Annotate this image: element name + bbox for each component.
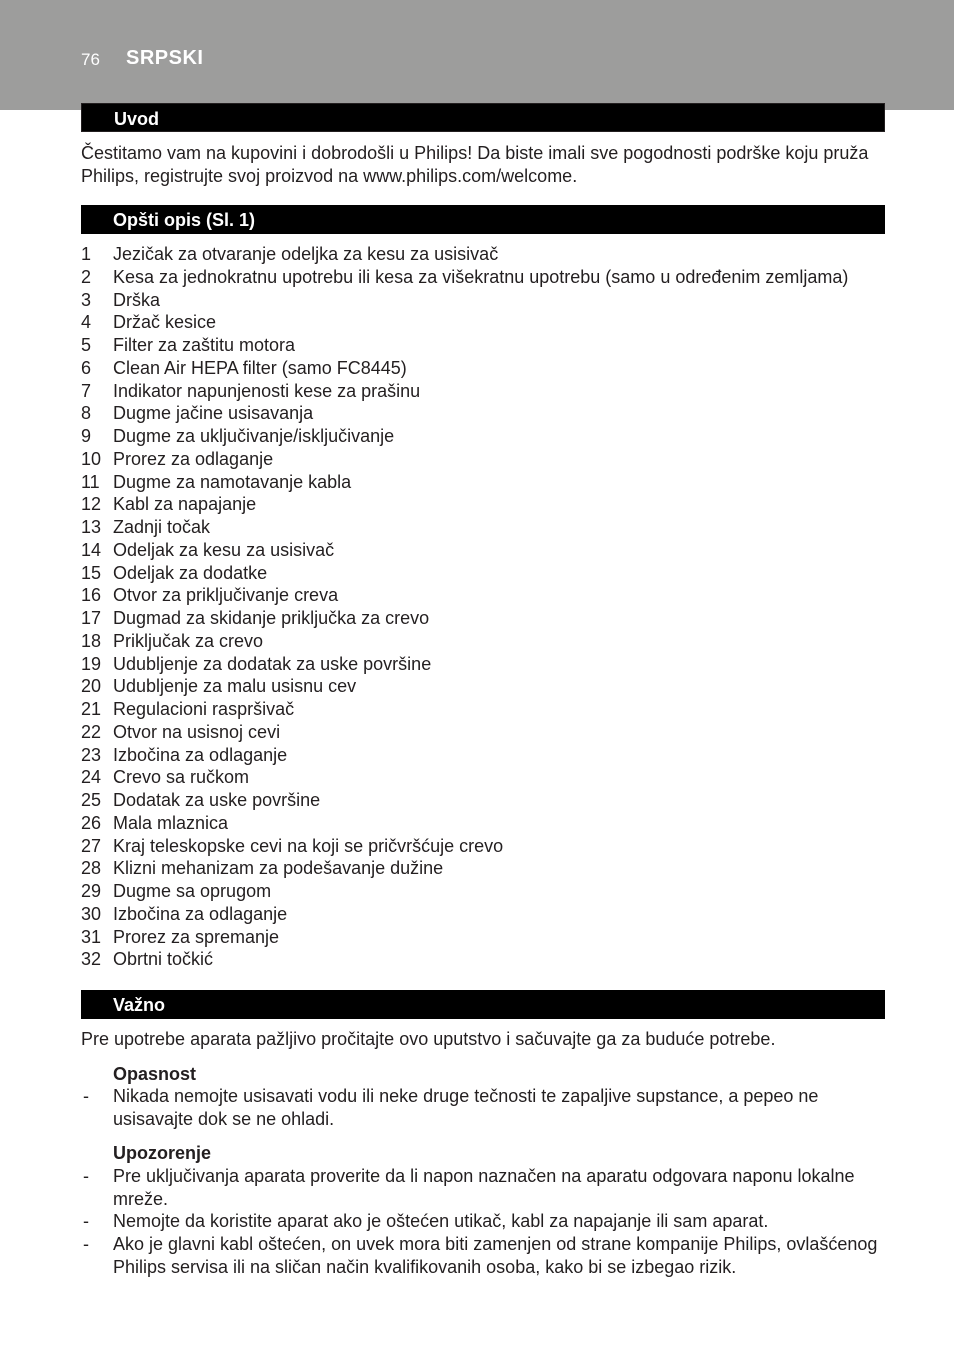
list-item-number: 8 [81, 403, 92, 424]
list-item [81, 539, 885, 562]
list-item-text: Zadnji točak [113, 517, 211, 537]
section-heading-important: Važno [81, 990, 885, 1019]
warning-bullet [81, 1165, 885, 1210]
list-item [81, 311, 885, 334]
list-item-number: 16 [81, 585, 102, 606]
danger-bullet [81, 1085, 885, 1130]
list-item [81, 721, 885, 744]
list-item [81, 698, 885, 721]
list-item-text: Clean Air HEPA filter (samo FC8445) [113, 357, 407, 378]
list-item-number: 24 [81, 767, 102, 788]
list-item-text: Dugme za uključivanje/isključivanje [113, 426, 395, 446]
list-item-text: Kraj teleskopske cevi na koji se pričvršćuje crevo [113, 835, 504, 856]
list-item [81, 493, 885, 516]
list-item-text: Regulacioni raspršivač [113, 699, 295, 719]
list-item [81, 948, 885, 971]
list-item-number: 12 [81, 494, 102, 515]
list-item-number: 4 [81, 312, 92, 333]
bullet-marker: - [83, 1234, 89, 1254]
warning-bullet [81, 1233, 885, 1278]
list-item-number: 9 [81, 426, 92, 446]
list-item-text: Otvor na usisnoj cevi [113, 721, 281, 742]
list-item-text: Klizni mehanizam za podešavanje dužine [113, 858, 444, 879]
list-item-text: Dugmad za skidanje priključka za crevo [113, 608, 430, 628]
list-item [81, 835, 885, 858]
list-item-text: Udubljenje za malu usisnu cev [113, 676, 357, 697]
list-item-text: Izbočina za odlaganje [113, 744, 288, 765]
important-intro: Pre upotrebe aparata pažljivo pročitajte ovo uputstvo i sačuvajte ga za buduće potrebe. [81, 1029, 776, 1049]
list-item-number: 15 [81, 562, 102, 583]
bullet-text: Pre uključivanja aparata proverite da li napon naznačen na aparatu odgovara naponu lokalne mreže. [113, 1166, 855, 1209]
language-heading: SRPSKI [126, 47, 204, 69]
page-number: 76 [81, 50, 100, 69]
list-item-number: 14 [81, 539, 102, 560]
list-item [81, 334, 885, 357]
list-item-number: 11 [81, 471, 100, 492]
list-item-number: 23 [81, 744, 102, 765]
list-item-number: 6 [81, 357, 92, 378]
list-item-text: Dugme za namotavanje kabla [113, 471, 352, 492]
list-item [81, 766, 885, 789]
list-item-text: Priključak za crevo [113, 630, 264, 651]
list-item-text: Udubljenje za dodatak za uske površine [113, 653, 432, 674]
list-item-number: 30 [81, 903, 102, 924]
list-item-number: 31 [81, 926, 102, 947]
list-item [81, 607, 885, 630]
list-item-text: Prorez za spremanje [113, 926, 280, 947]
list-item [81, 402, 885, 425]
list-item [81, 448, 885, 471]
list-item-number: 28 [81, 858, 102, 879]
list-item-text: Dugme sa oprugom [113, 881, 272, 901]
bullet-marker: - [83, 1211, 89, 1231]
list-item-number: 20 [81, 676, 102, 697]
list-item [81, 789, 885, 812]
list-item [81, 243, 885, 266]
list-item [81, 630, 885, 653]
list-item-text: Odeljak za kesu za usisivač [113, 539, 335, 560]
list-item [81, 357, 885, 380]
list-item-number: 22 [81, 721, 102, 742]
list-item-text: Filter za zaštitu motora [113, 335, 296, 355]
list-item-number: 29 [81, 881, 102, 901]
list-item-number: 26 [81, 812, 102, 833]
list-item-number: 5 [81, 335, 92, 355]
list-item-number: 32 [81, 949, 102, 970]
list-item [81, 562, 885, 585]
list-item-text: Držač kesice [113, 312, 217, 333]
parts-list [81, 243, 885, 971]
list-item-text: Mala mlaznica [113, 812, 229, 833]
list-item-number: 21 [81, 699, 102, 719]
list-item-number: 27 [81, 835, 102, 856]
list-item-text: Prorez za odlaganje [113, 448, 274, 469]
section-heading-intro: Uvod [81, 103, 885, 132]
list-item [81, 744, 885, 767]
list-item-number: 17 [81, 608, 102, 628]
list-item [81, 880, 885, 903]
warning-bullet [81, 1210, 885, 1233]
list-item-text: Obrtni točkić [113, 949, 214, 970]
intro-paragraph: Čestitamo vam na kupovini i dobrodošli u Philips! Da biste imali sve pogodnosti podrške koju pruža Philips, registrujte svoj proizvod na www.philips.com/welcome. [81, 143, 869, 186]
list-item-number: 7 [81, 380, 92, 401]
list-item-text: Dugme jačine usisavanja [113, 403, 314, 424]
list-item [81, 516, 885, 539]
list-item-text: Drška [113, 289, 161, 310]
list-item-text: Dodatak za uske površine [113, 790, 321, 810]
list-item [81, 471, 885, 494]
list-item-number: 10 [81, 448, 102, 469]
list-item-number: 18 [81, 630, 102, 651]
bullet-marker: - [83, 1086, 89, 1106]
list-item-number: 2 [81, 266, 92, 287]
list-item-text: Jezičak za otvaranje odeljka za kesu za usisivač [113, 244, 499, 264]
bullet-text: Nemojte da koristite aparat ako je oštećen utikač, kabl za napajanje ili sam aparat. [113, 1211, 769, 1231]
bullet-text: Nikada nemojte usisavati vodu ili neke druge tečnosti te zapaljive supstance, a pepeo ne usisavajte dok se ne ohladi. [113, 1086, 819, 1129]
list-item [81, 425, 885, 448]
list-item-number: 1 [81, 244, 92, 264]
list-item [81, 675, 885, 698]
list-item-text: Crevo sa ručkom [113, 767, 250, 788]
list-item-text: Odeljak za dodatke [113, 562, 268, 583]
danger-heading: Opasnost [113, 1064, 197, 1084]
section-heading-overview: Opšti opis (Sl. 1) [81, 205, 885, 234]
list-item [81, 380, 885, 403]
list-item [81, 584, 885, 607]
list-item [81, 266, 885, 289]
list-item [81, 857, 885, 880]
list-item-number: 25 [81, 790, 102, 810]
list-item [81, 653, 885, 676]
list-item-text: Izbočina za odlaganje [113, 903, 288, 924]
list-item-number: 19 [81, 653, 102, 674]
list-item [81, 289, 885, 312]
list-item [81, 926, 885, 949]
page-header-bar [0, 0, 954, 110]
list-item-text: Kesa za jednokratnu upotrebu ili kesa za višekratnu upotrebu (samo u određenim zemljama) [113, 266, 849, 287]
list-item [81, 903, 885, 926]
warning-heading: Upozorenje [113, 1143, 212, 1163]
list-item-text: Otvor za priključivanje creva [113, 585, 339, 606]
list-item-number: 13 [81, 517, 102, 537]
list-item-number: 3 [81, 289, 92, 310]
list-item-text: Kabl za napajanje [113, 494, 257, 515]
list-item [81, 812, 885, 835]
bullet-marker: - [83, 1166, 89, 1186]
bullet-text: Ako je glavni kabl oštećen, on uvek mora biti zamenjen od strane kompanije Philips, ovlašćenog Philips servisa ili na sličan način kvalifikovanih osoba, kako bi se izbegao rizik. [113, 1234, 878, 1277]
list-item-text: Indikator napunjenosti kese za prašinu [113, 380, 421, 401]
